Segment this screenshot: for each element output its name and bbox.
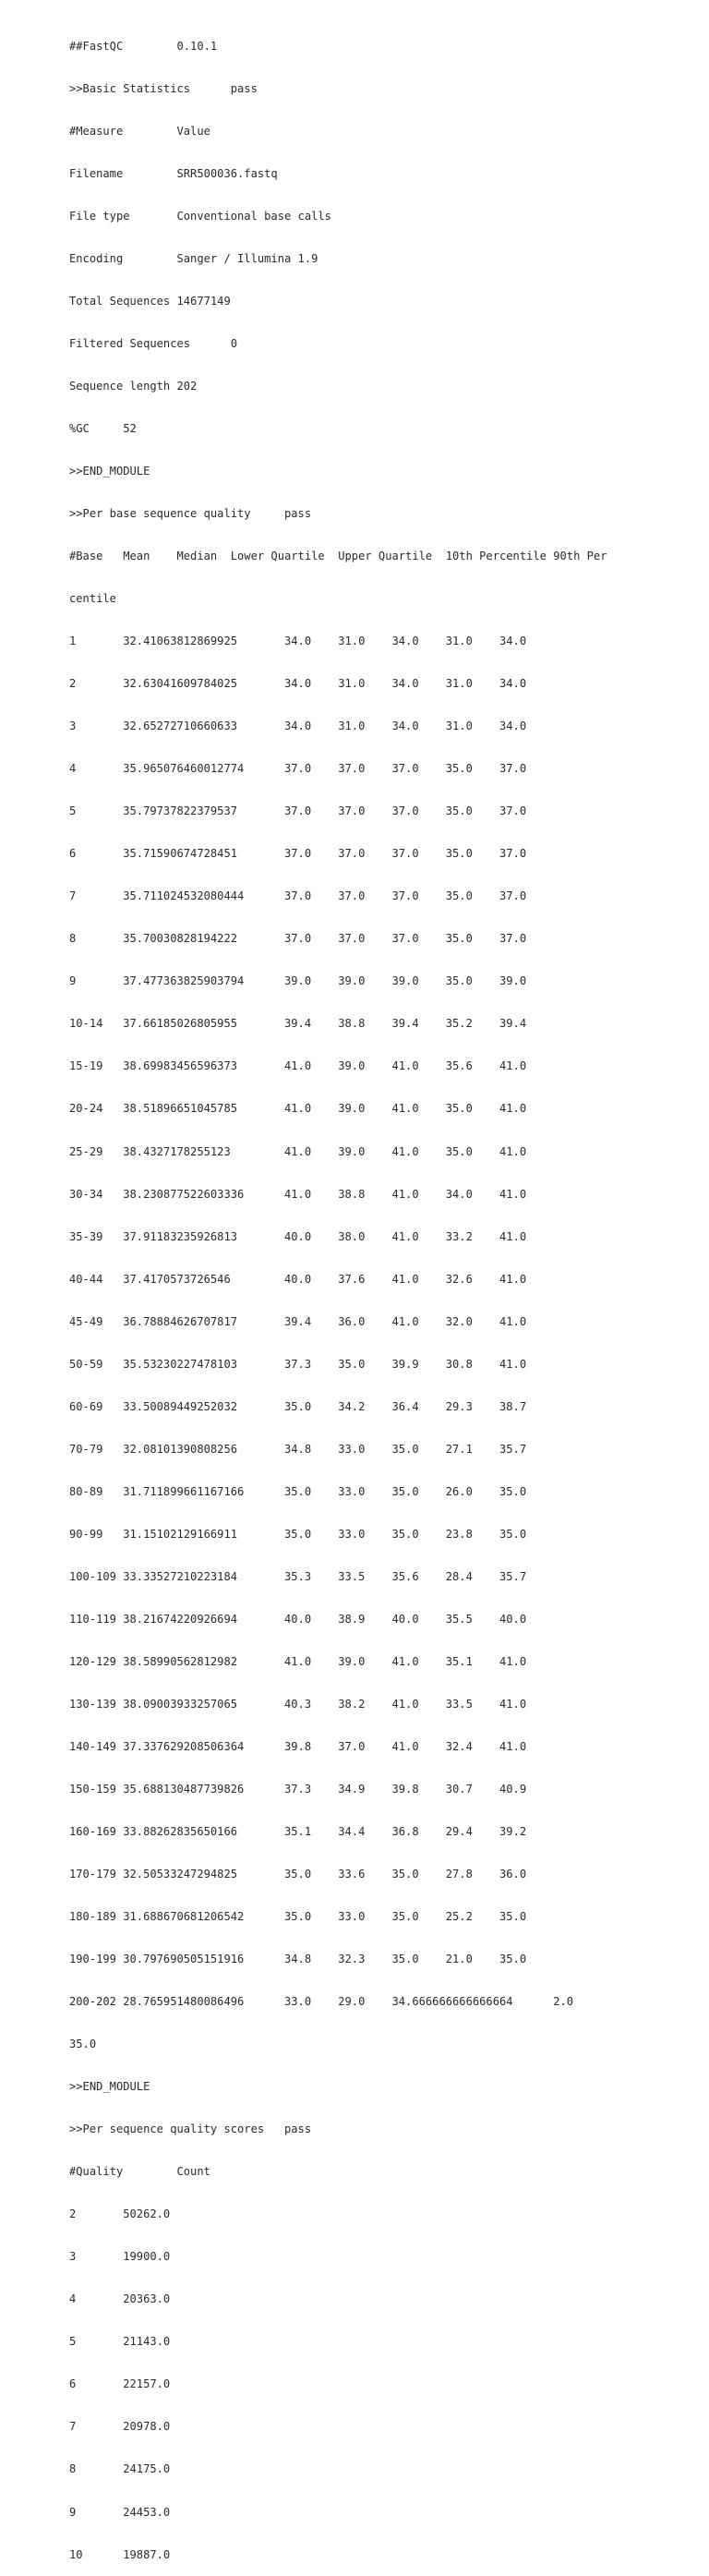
- text-line: 70-79 32.08101390808256 34.8 33.0 35.0 27.1 35.7: [69, 1442, 527, 1456]
- text-line: 4 35.965076460012774 37.0 37.0 37.0 35.0 37.0: [69, 762, 527, 776]
- text-line: 8 24175.0: [69, 2462, 171, 2476]
- text-line: 15-19 38.69983456596373 41.0 39.0 41.0 35.6 41.0: [69, 1059, 527, 1073]
- text-line: 40-44 37.4170573726546 40.0 37.6 41.0 32.6 41.0: [69, 1272, 527, 1286]
- text-line: 170-179 32.50533247294825 35.0 33.6 35.0 27.8 36.0: [69, 1868, 527, 1881]
- text-line: 7 20978.0: [69, 2420, 171, 2434]
- text-line: 6 22157.0: [69, 2377, 171, 2391]
- text-line: 110-119 38.21674220926694 40.0 38.9 40.0 35.5 40.0: [69, 1612, 527, 1626]
- text-line: 25-29 38.4327178255123 41.0 39.0 41.0 35.0 41.0: [69, 1144, 527, 1158]
- text-line: Sequence length 202: [69, 379, 198, 393]
- fastqc-report-text: [69, 11, 607, 2576]
- text-line: #Quality Count: [69, 2165, 210, 2179]
- text-line: 2 50262.0: [69, 2207, 171, 2221]
- text-line: 6 35.71590674728451 37.0 37.0 37.0 35.0 37.0: [69, 847, 527, 861]
- text-line: centile: [69, 592, 116, 606]
- text-line: 35.0: [69, 2038, 97, 2051]
- text-line: >>Per base sequence quality pass: [69, 507, 312, 521]
- text-line: 200-202 28.765951480086496 33.0 29.0 34.666666666666664 2.0: [69, 1995, 574, 2009]
- text-line: >>END_MODULE: [69, 2080, 150, 2094]
- text-line: 100-109 33.33527210223184 35.3 33.5 35.6 28.4 35.7: [69, 1569, 527, 1583]
- text-line: 150-159 35.688130487739826 37.3 34.9 39.8 30.7 40.9: [69, 1782, 527, 1796]
- text-line: 35-39 37.91183235926813 40.0 38.0 41.0 33.2 41.0: [69, 1229, 527, 1243]
- text-line: 10-14 37.66185026805955 39.4 38.8 39.4 35.2 39.4: [69, 1017, 527, 1031]
- text-line: 3 32.65272710660633 34.0 31.0 34.0 31.0 34.0: [69, 720, 527, 733]
- text-line: 60-69 33.50089449252032 35.0 34.2 36.4 29.3 38.7: [69, 1399, 527, 1413]
- text-line: 2 32.63041609784025 34.0 31.0 34.0 31.0 34.0: [69, 677, 527, 691]
- text-line: Total Sequences 14677149: [69, 294, 231, 308]
- text-line: 80-89 31.711899661167166 35.0 33.0 35.0 26.0 35.0: [69, 1484, 527, 1498]
- text-line: 3 19900.0: [69, 2250, 171, 2264]
- text-line: 4 20363.0: [69, 2292, 171, 2306]
- text-line: 5 21143.0: [69, 2335, 171, 2349]
- text-line: 50-59 35.53230227478103 37.3 35.0 39.9 30.8 41.0: [69, 1357, 527, 1371]
- text-line: 9 24453.0: [69, 2505, 171, 2519]
- text-line: >>Per sequence quality scores pass: [69, 2122, 312, 2136]
- text-line: >>END_MODULE: [69, 465, 150, 478]
- text-line: 180-189 31.688670681206542 35.0 33.0 35.0 25.2 35.0: [69, 1910, 527, 1924]
- text-line: 9 37.477363825903794 39.0 39.0 39.0 35.0 39.0: [69, 974, 527, 988]
- text-line: %GC 52: [69, 421, 137, 435]
- text-line: ##FastQC 0.10.1: [69, 39, 218, 53]
- text-line: 140-149 37.337629208506364 39.8 37.0 41.0 32.4 41.0: [69, 1739, 527, 1753]
- text-line: Filename SRR500036.fastq: [69, 166, 278, 180]
- text-line: 120-129 38.58990562812982 41.0 39.0 41.0 35.1 41.0: [69, 1654, 527, 1668]
- text-line: 1 32.41063812869925 34.0 31.0 34.0 31.0 34.0: [69, 635, 527, 648]
- text-line: #Base Mean Median Lower Quartile Upper Quartile 10th Percentile 90th Per: [69, 550, 607, 563]
- text-line: 30-34 38.230877522603336 41.0 38.8 41.0 34.0 41.0: [69, 1187, 527, 1201]
- text-line: File type Conventional base calls: [69, 209, 331, 223]
- text-line: 190-199 30.797690505151916 34.8 32.3 35.0 21.0 35.0: [69, 1953, 527, 1966]
- text-line: Filtered Sequences 0: [69, 336, 238, 350]
- text-line: 7 35.711024532080444 37.0 37.0 37.0 35.0 37.0: [69, 889, 527, 903]
- text-line: 20-24 38.51896651045785 41.0 39.0 41.0 35.0 41.0: [69, 1102, 527, 1116]
- text-line: #Measure Value: [69, 124, 210, 138]
- text-line: 8 35.70030828194222 37.0 37.0 37.0 35.0 37.0: [69, 932, 527, 946]
- text-line: >>Basic Statistics pass: [69, 81, 258, 95]
- text-line: 45-49 36.78884626707817 39.4 36.0 41.0 32.0 41.0: [69, 1314, 527, 1328]
- text-line: Encoding Sanger / Illumina 1.9: [69, 251, 318, 265]
- text-line: 90-99 31.15102129166911 35.0 33.0 35.0 23.8 35.0: [69, 1527, 527, 1541]
- text-line: 10 19887.0: [69, 2547, 171, 2561]
- text-line: 160-169 33.88262835650166 35.1 34.4 36.8 29.4 39.2: [69, 1825, 527, 1838]
- text-line: 130-139 38.09003933257065 40.3 38.2 41.0 33.5 41.0: [69, 1697, 527, 1711]
- text-line: 5 35.79737822379537 37.0 37.0 37.0 35.0 37.0: [69, 804, 527, 818]
